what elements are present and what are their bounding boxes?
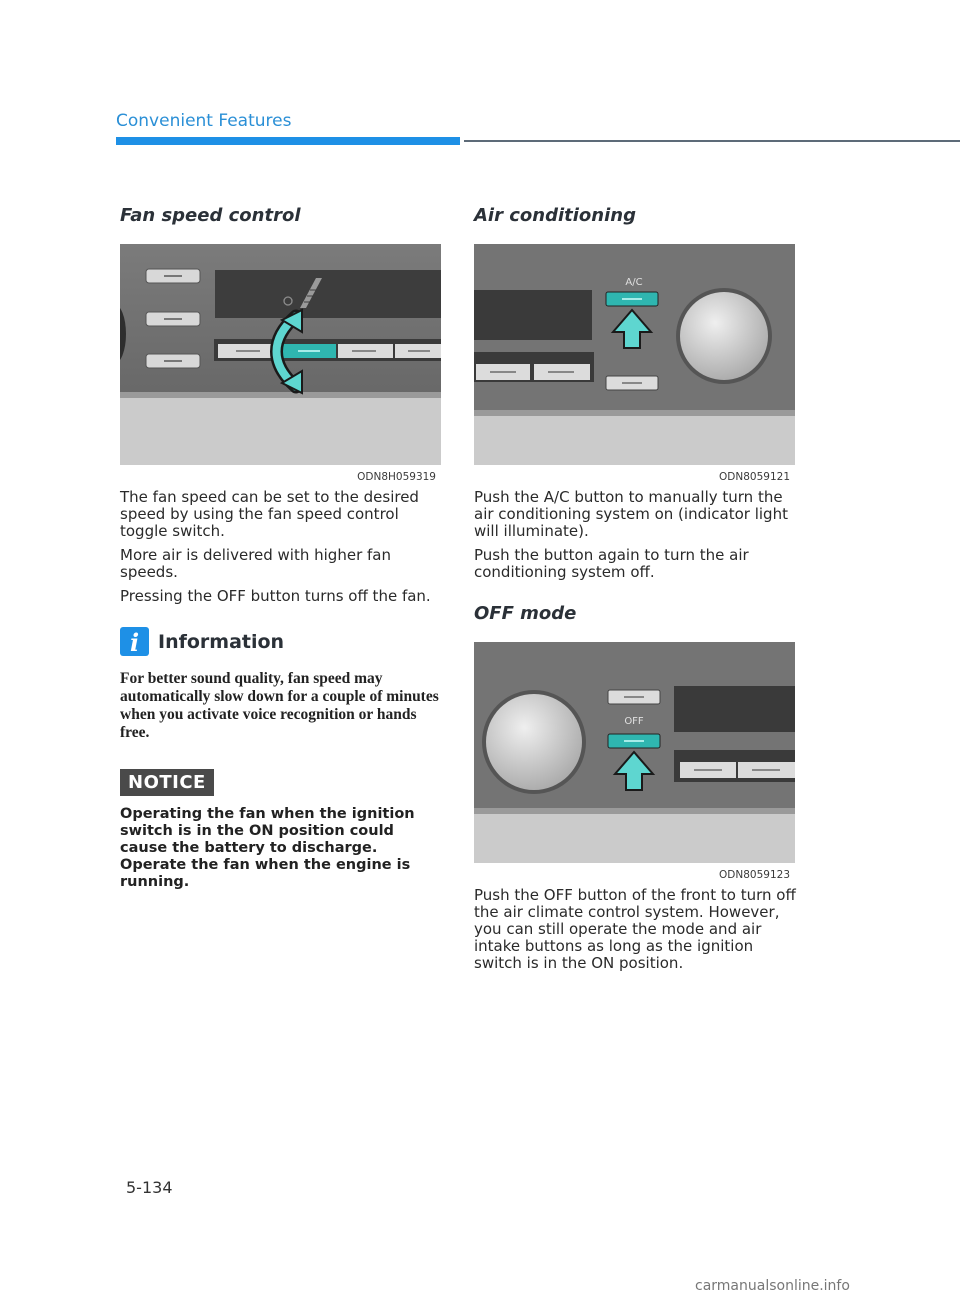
ac-paragraph-1: Push the A/C button to manually turn the air conditioning system on (indicator light will illuminate). bbox=[474, 488, 788, 540]
fan-speed-figure bbox=[120, 244, 441, 465]
header-rule bbox=[464, 140, 960, 142]
page-number: 5-134 bbox=[126, 1178, 173, 1197]
ac-figure-code: ODN8059121 bbox=[719, 471, 790, 483]
watermark: carmanualsonline.info bbox=[695, 1278, 850, 1294]
right-column bbox=[474, 205, 796, 972]
header-rule-accent bbox=[116, 137, 460, 145]
info-icon: i bbox=[120, 627, 149, 656]
off-paragraph-1: Push the OFF button of the front to turn off the air climate control system. However, you can still operate the mode and air intake buttons as long as the ignition switch is in the ON position. bbox=[474, 886, 796, 972]
off-mode-figure bbox=[474, 642, 795, 863]
ac-panel-label: A/C bbox=[625, 277, 643, 288]
fan-speed-heading: Fan speed control bbox=[120, 205, 301, 226]
section-header-title: Convenient Features bbox=[116, 111, 292, 131]
fan-paragraph-1: The fan speed can be set to the desired speed by using the fan speed control toggle switch. bbox=[120, 488, 419, 540]
fan-figure-code: ODN8H059319 bbox=[357, 471, 436, 483]
fan-paragraph-3: Pressing the OFF button turns off the fan. bbox=[120, 587, 431, 605]
notice-text: Operating the fan when the ignition switch is in the ON position could cause the battery to discharge. Operate the fan when the engine is running. bbox=[120, 806, 415, 890]
left-column bbox=[120, 205, 442, 891]
notice-badge: NOTICE bbox=[120, 769, 214, 796]
information-heading bbox=[120, 627, 442, 656]
off-figure-code: ODN8059123 bbox=[719, 869, 790, 881]
information-text: For better sound quality, fan speed may automatically slow down for a couple of minutes when you activate voice recognition or hands free. bbox=[120, 670, 439, 741]
off-panel-label: OFF bbox=[624, 716, 644, 727]
fan-paragraph-2: More air is delivered with higher fan speeds. bbox=[120, 546, 391, 581]
air-conditioning-heading: Air conditioning bbox=[474, 205, 636, 226]
off-mode-heading: OFF mode bbox=[474, 603, 577, 624]
ac-paragraph-2: Push the button again to turn the air conditioning system off. bbox=[474, 546, 749, 581]
information-label: Information bbox=[158, 630, 285, 653]
air-conditioning-figure bbox=[474, 244, 795, 465]
